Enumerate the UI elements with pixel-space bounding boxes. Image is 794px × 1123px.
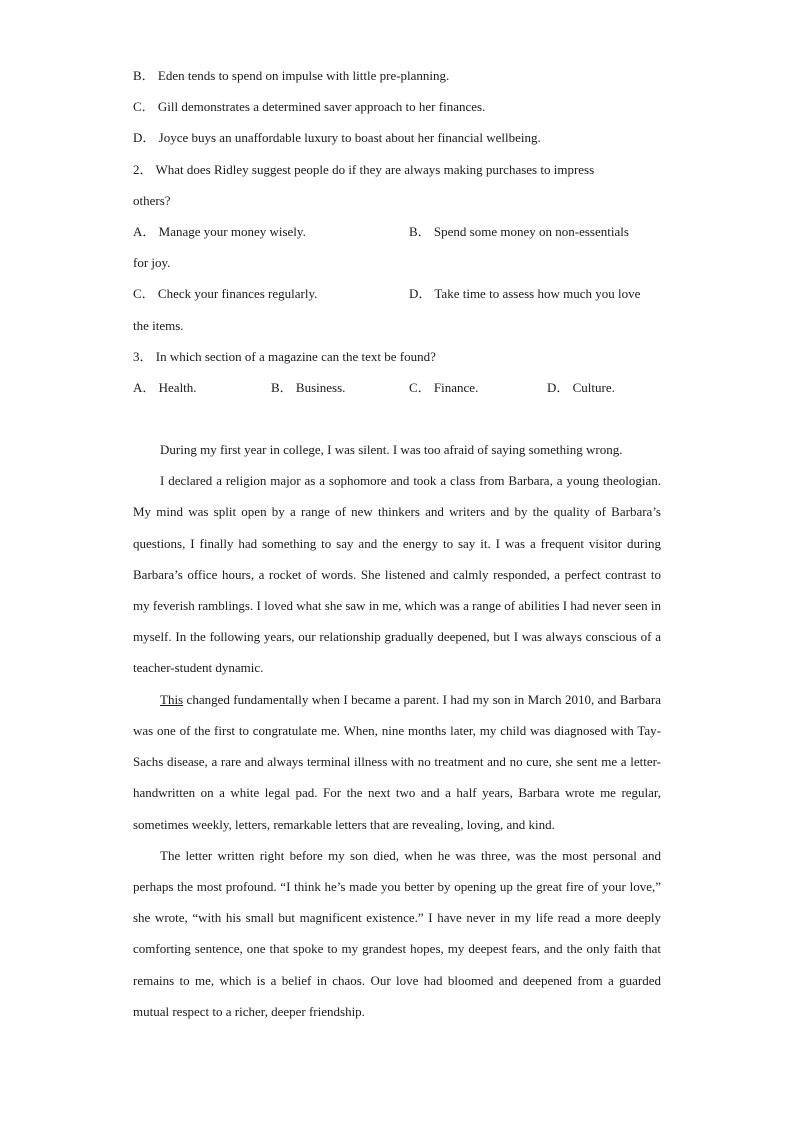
passage-paragraph-1: During my first year in college, I was silent. I was too afraid of saying something wrong. — [160, 442, 623, 458]
q2-option-c: C． Check your finances regularly. — [133, 286, 318, 302]
q2-options-row2 — [133, 278, 661, 309]
q2-stem-line1: 2． What does Ridley suggest people do if they are always making purchases to impress — [133, 161, 595, 177]
passage-paragraph-2: I declared a religion major as a sophomore and took a class from Barbara, a young theologian. My mind was split open by a range of new thinkers and writers and by the quality of Barbara’s questions, I finally had something to say and the energy to say it. I was a frequent visitor during Barbara’s office hours, a rocket of words. She listened and calmly responded, a perfect contrast to my feverish ramblings. I loved what she saw in me, which was a range of abilities I had never seen in myself. In the following years, our relationship gradually deepened, but I was always conscious of a teacher-student dynamic. — [133, 473, 661, 676]
q3-option-d: D． Culture. — [547, 379, 615, 395]
section-gap — [133, 403, 661, 434]
q2-option-d: D． Take time to assess how much you love — [409, 286, 641, 302]
q3-option-b: B． Business. — [271, 379, 346, 395]
q2-options-row1 — [133, 216, 661, 247]
q3-stem: 3． In which section of a magazine can the text be found? — [133, 348, 436, 364]
q1-option-d: D． Joyce buys an unaffordable luxury to boast about her financial wellbeing. — [133, 130, 541, 146]
q2-option-d-continued: the items. — [133, 317, 184, 333]
passage-paragraph-4: The letter written right before my son died, when he was three, was the most personal and perhaps the most profound. “I think he’s made you better by opening up the great fire of your love,” she wrote, “with his small but magnificent existence.” I have never in my life read a more deeply comforting sentence, one that spoke to my grandest hopes, my deepest fears, and the only faith that remains to me, which is a belief in chaos. Our love had bloomed and deepened from a guarded mutual respect to a richer, deeper friendship. — [133, 847, 661, 1019]
underlined-word-this: This — [160, 691, 184, 707]
passage-paragraph-3 — [133, 684, 661, 840]
q3-options-row — [133, 372, 661, 403]
q1-option-c: C． Gill demonstrates a determined saver approach to her finances. — [133, 99, 486, 115]
passage-paragraph-3-text: changed fundamentally when I became a parent. I had my son in March 2010, and Barbara was one of the first to congratulate me. When, nine months later, my child was diagnosed with Tay-Sachs disease, a rare and always terminal illness with no treatment and no cure, she sent me a letter-handwritten on a white legal pad. For the next two and a half years, Barbara wrote me regular, sometimes weekly, letters, remarkable letters that are revealing, loving, and kind. — [133, 691, 661, 832]
q2-option-a: A． Manage your money wisely. — [133, 223, 306, 239]
q3-option-c: C． Finance. — [409, 379, 479, 395]
q3-option-a: A． Health. — [133, 379, 197, 395]
document-page — [133, 60, 661, 1027]
q2-option-b-continued: for joy. — [133, 255, 171, 271]
q2-option-b: B． Spend some money on non-essentials — [409, 223, 629, 239]
q1-option-b: B． Eden tends to spend on impulse with little pre-planning. — [133, 68, 450, 83]
q2-stem-line2: others? — [133, 192, 171, 208]
